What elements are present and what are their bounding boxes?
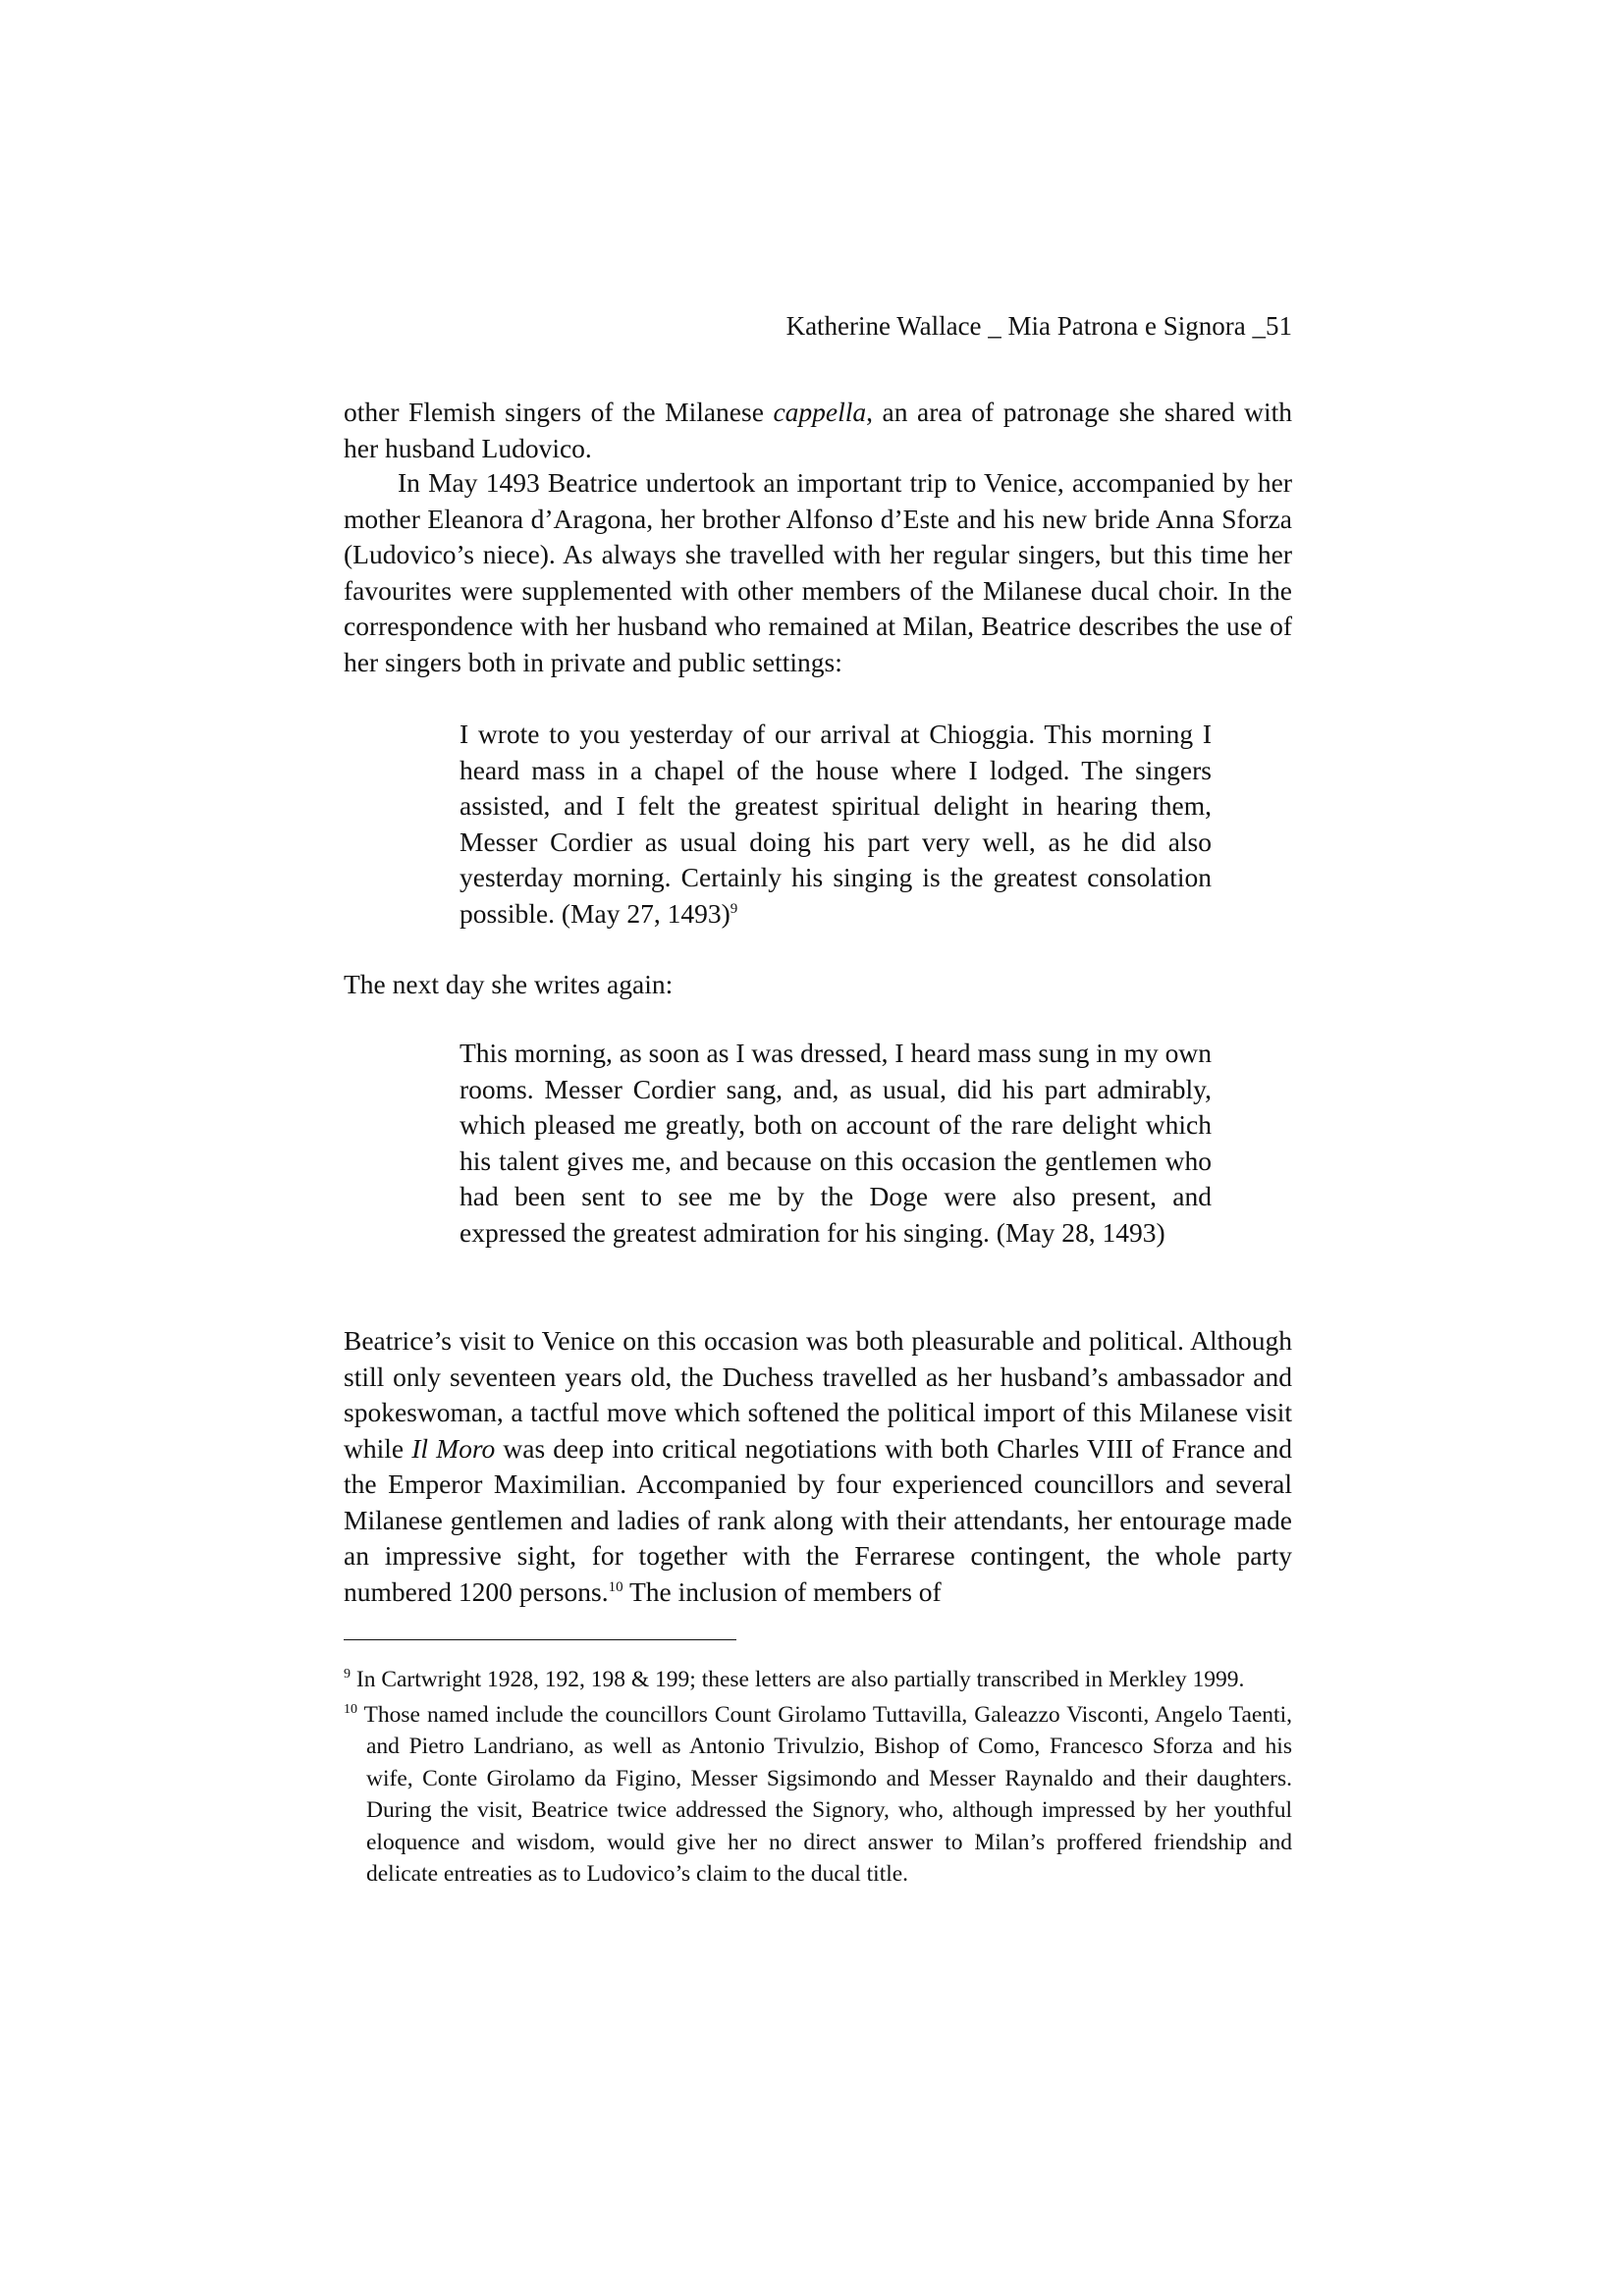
running-header: Katherine Wallace _ Mia Patrona e Signora _51 [785, 311, 1292, 341]
footnote-number: 9 [344, 1667, 351, 1682]
paragraph-2: In May 1493 Beatrice undertook an important trip to Venice, accompanied by her mother Eleanora d’Aragona, her brother Alfonso d’Este and his new bride Anna Sforza (Ludovico’s niece). As always she travelled with her regular singers, but this time her favourites were supplemented with other members of the Milanese ducal choir. In the correspondence with her husband who remained at Milan, Beatrice describes the use of her singers both in private and public settings: [344, 467, 1292, 677]
paragraph-4-text-a: Beatrice’s visit to Venice on this occasion was both pleasurable and political. Although still only seventeen years old, the Duchess travelled as her husband’s ambassador and spokeswoman, a tactful move which softened the political import of this Milanese visit while [344, 1325, 1292, 1464]
footnote-9 [344, 1664, 1292, 1696]
block-quote-2: This morning, as soon as I was dressed, I heard mass sung in my own rooms. Messer Cordier sang, and, as usual, did his part admirably, which pleased me greatly, both on account of the rare delight which his talent gives me, and because on this occasion the gentlemen who had been sent to see me by the Doge were also present, and expressed the greatest admiration for his singing. (May 28, 1493) [460, 1038, 1212, 1248]
footnote-separator [344, 1639, 736, 1640]
footnotes [344, 1664, 1292, 1894]
paragraph-4-text-c: The inclusion of members of [622, 1575, 942, 1607]
paragraph-1-text-b: , an area of patronage she shared with her husband Ludovico. [344, 397, 1292, 463]
block-quote-1 [460, 717, 1212, 932]
footnote-number: 10 [344, 1701, 357, 1717]
paragraph-1-text-a: other Flemish singers of the Milanese [344, 397, 774, 427]
footnote-ref-10[interactable]: 10 [608, 1578, 623, 1595]
paragraph-4 [344, 1323, 1292, 1610]
footnote-ref-9[interactable]: 9 [730, 900, 738, 917]
paragraph-4-text-b: was deep into critical negotiations with both Charles VIII of France and the Emperor Maximilian. Accompanied by four experienced councillors and several Milanese gentlemen and ladies of rank along with their attendants, her entourage made an impressive sight, for together with the Ferrarese contingent, the whole party numbered 1200 persons. [344, 1432, 1292, 1607]
footnote-text: Those named include the councillors Count Girolamo Tuttavilla, Galeazzo Visconti, Angelo Taenti, and Pietro Landriano, as well as Antonio Trivulzio, Bishop of Como, Francesco Sforza and his wife, Conte Girolamo da Figino, Messer Sigsimondo and Messer Raynaldo and their daughters. During the visit, Beatrice twice addressed the Signory, who, although impressed by her youthful eloquence and wisdom, would give her no direct answer to Milan’s proffered friendship and delicate entreaties as to Ludovico’s claim to the ducal title. [357, 1701, 1292, 1887]
paragraph-1-italic: cappella [773, 397, 867, 427]
paragraph-3: The next day she writes again: [344, 969, 674, 999]
footnote-text: In Cartwright 1928, 192, 198 & 199; these letters are also partially transcribed in Merkley 1999. [351, 1667, 1245, 1692]
block-quote-1-text: I wrote to you yesterday of our arrival at Chioggia. This morning I heard mass in a chapel of the house where I lodged. The singers assisted, and I felt the greatest spiritual delight in hearing them, Messer Cordier as usual doing his part very well, as he did also yesterday morning. Certainly his singing is the greatest consolation possible. (May 27, 1493) [460, 719, 1212, 929]
paragraph-4-italic: Il Moro [411, 1432, 496, 1464]
footnote-10 [344, 1699, 1292, 1891]
paragraph-1 [344, 395, 1292, 466]
